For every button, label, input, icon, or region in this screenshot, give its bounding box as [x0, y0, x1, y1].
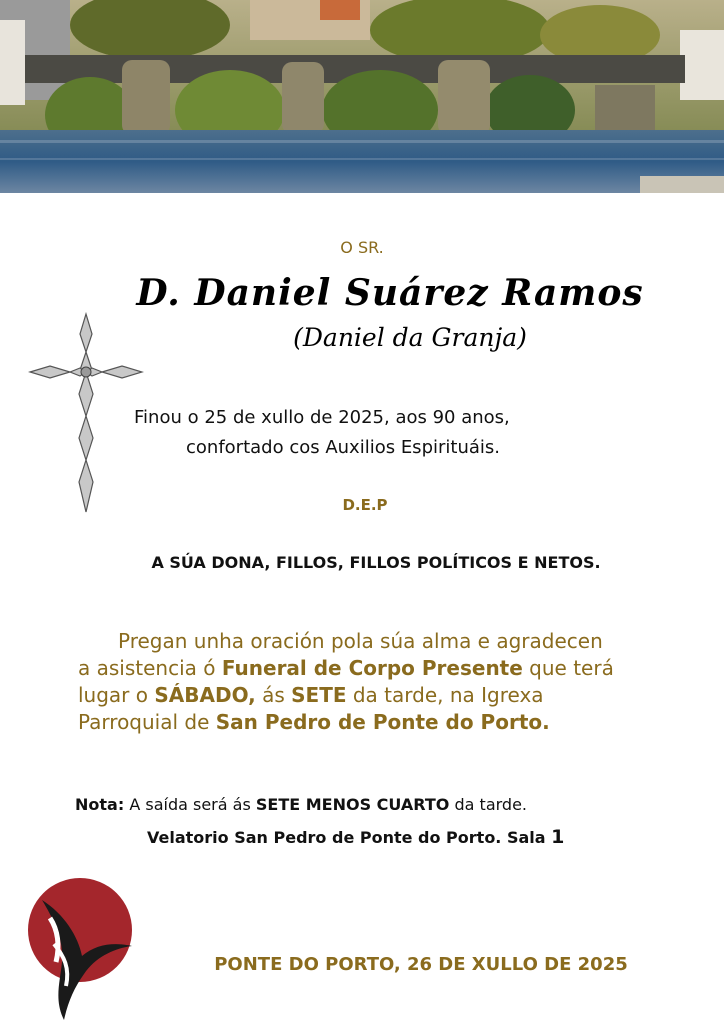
funeral-hour: SETE — [291, 683, 347, 707]
wake-text: Velatorio San Pedro de Ponte do Porto. Sala — [147, 828, 552, 847]
prayer-text: ás — [255, 683, 292, 707]
prayer-text: da tarde, na Igrexa — [346, 683, 544, 707]
note-label: Nota: — [75, 795, 125, 814]
death-date-line: Finou o 25 de xullo de 2025, aos 90 anos, — [134, 407, 510, 428]
prayer-text: que terá — [522, 656, 614, 680]
wake-room: 1 — [551, 826, 565, 848]
header-bridge-photo — [0, 0, 724, 193]
deceased-nickname: (Daniel da Granja) — [293, 323, 527, 352]
departure-time: SETE MENOS CUARTO — [255, 795, 450, 814]
cross-icon — [28, 312, 144, 514]
family-line: A SÚA DONA, FILLOS, FILLOS POLÍTICOS E NETOS. — [151, 553, 601, 572]
funeral-home-logo — [24, 870, 136, 1024]
funeral-day: SÁBADO, — [154, 683, 256, 707]
funeral-type: Funeral de Corpo Presente — [221, 656, 523, 680]
church-name: San Pedro de Ponte do Porto. — [215, 710, 550, 734]
note-text: A saída será ás — [124, 795, 256, 814]
place-and-date: PONTE DO PORTO, 26 DE XULLO DE 2025 — [214, 954, 628, 975]
prayer-line-2 — [78, 655, 614, 681]
rip-text: D.E.P — [342, 496, 388, 514]
sacraments-line: confortado cos Auxilios Espirituáis. — [186, 437, 500, 458]
prayer-line-3 — [78, 682, 544, 708]
note-line — [75, 795, 527, 814]
prayer-line-4 — [78, 709, 550, 735]
prayer-text: lugar o — [78, 683, 155, 707]
deceased-name: D. Daniel Suárez Ramos — [136, 272, 644, 314]
prayer-text: Pregan unha oración pola súa alma e agradecen — [118, 629, 603, 653]
note-text: da tarde. — [449, 795, 527, 814]
prayer-text: a asistencia ó — [78, 656, 222, 680]
title-prefix: O SR. — [340, 238, 384, 257]
prayer-line-1 — [118, 628, 603, 654]
wake-location — [147, 826, 564, 848]
prayer-text: Parroquial de — [78, 710, 216, 734]
